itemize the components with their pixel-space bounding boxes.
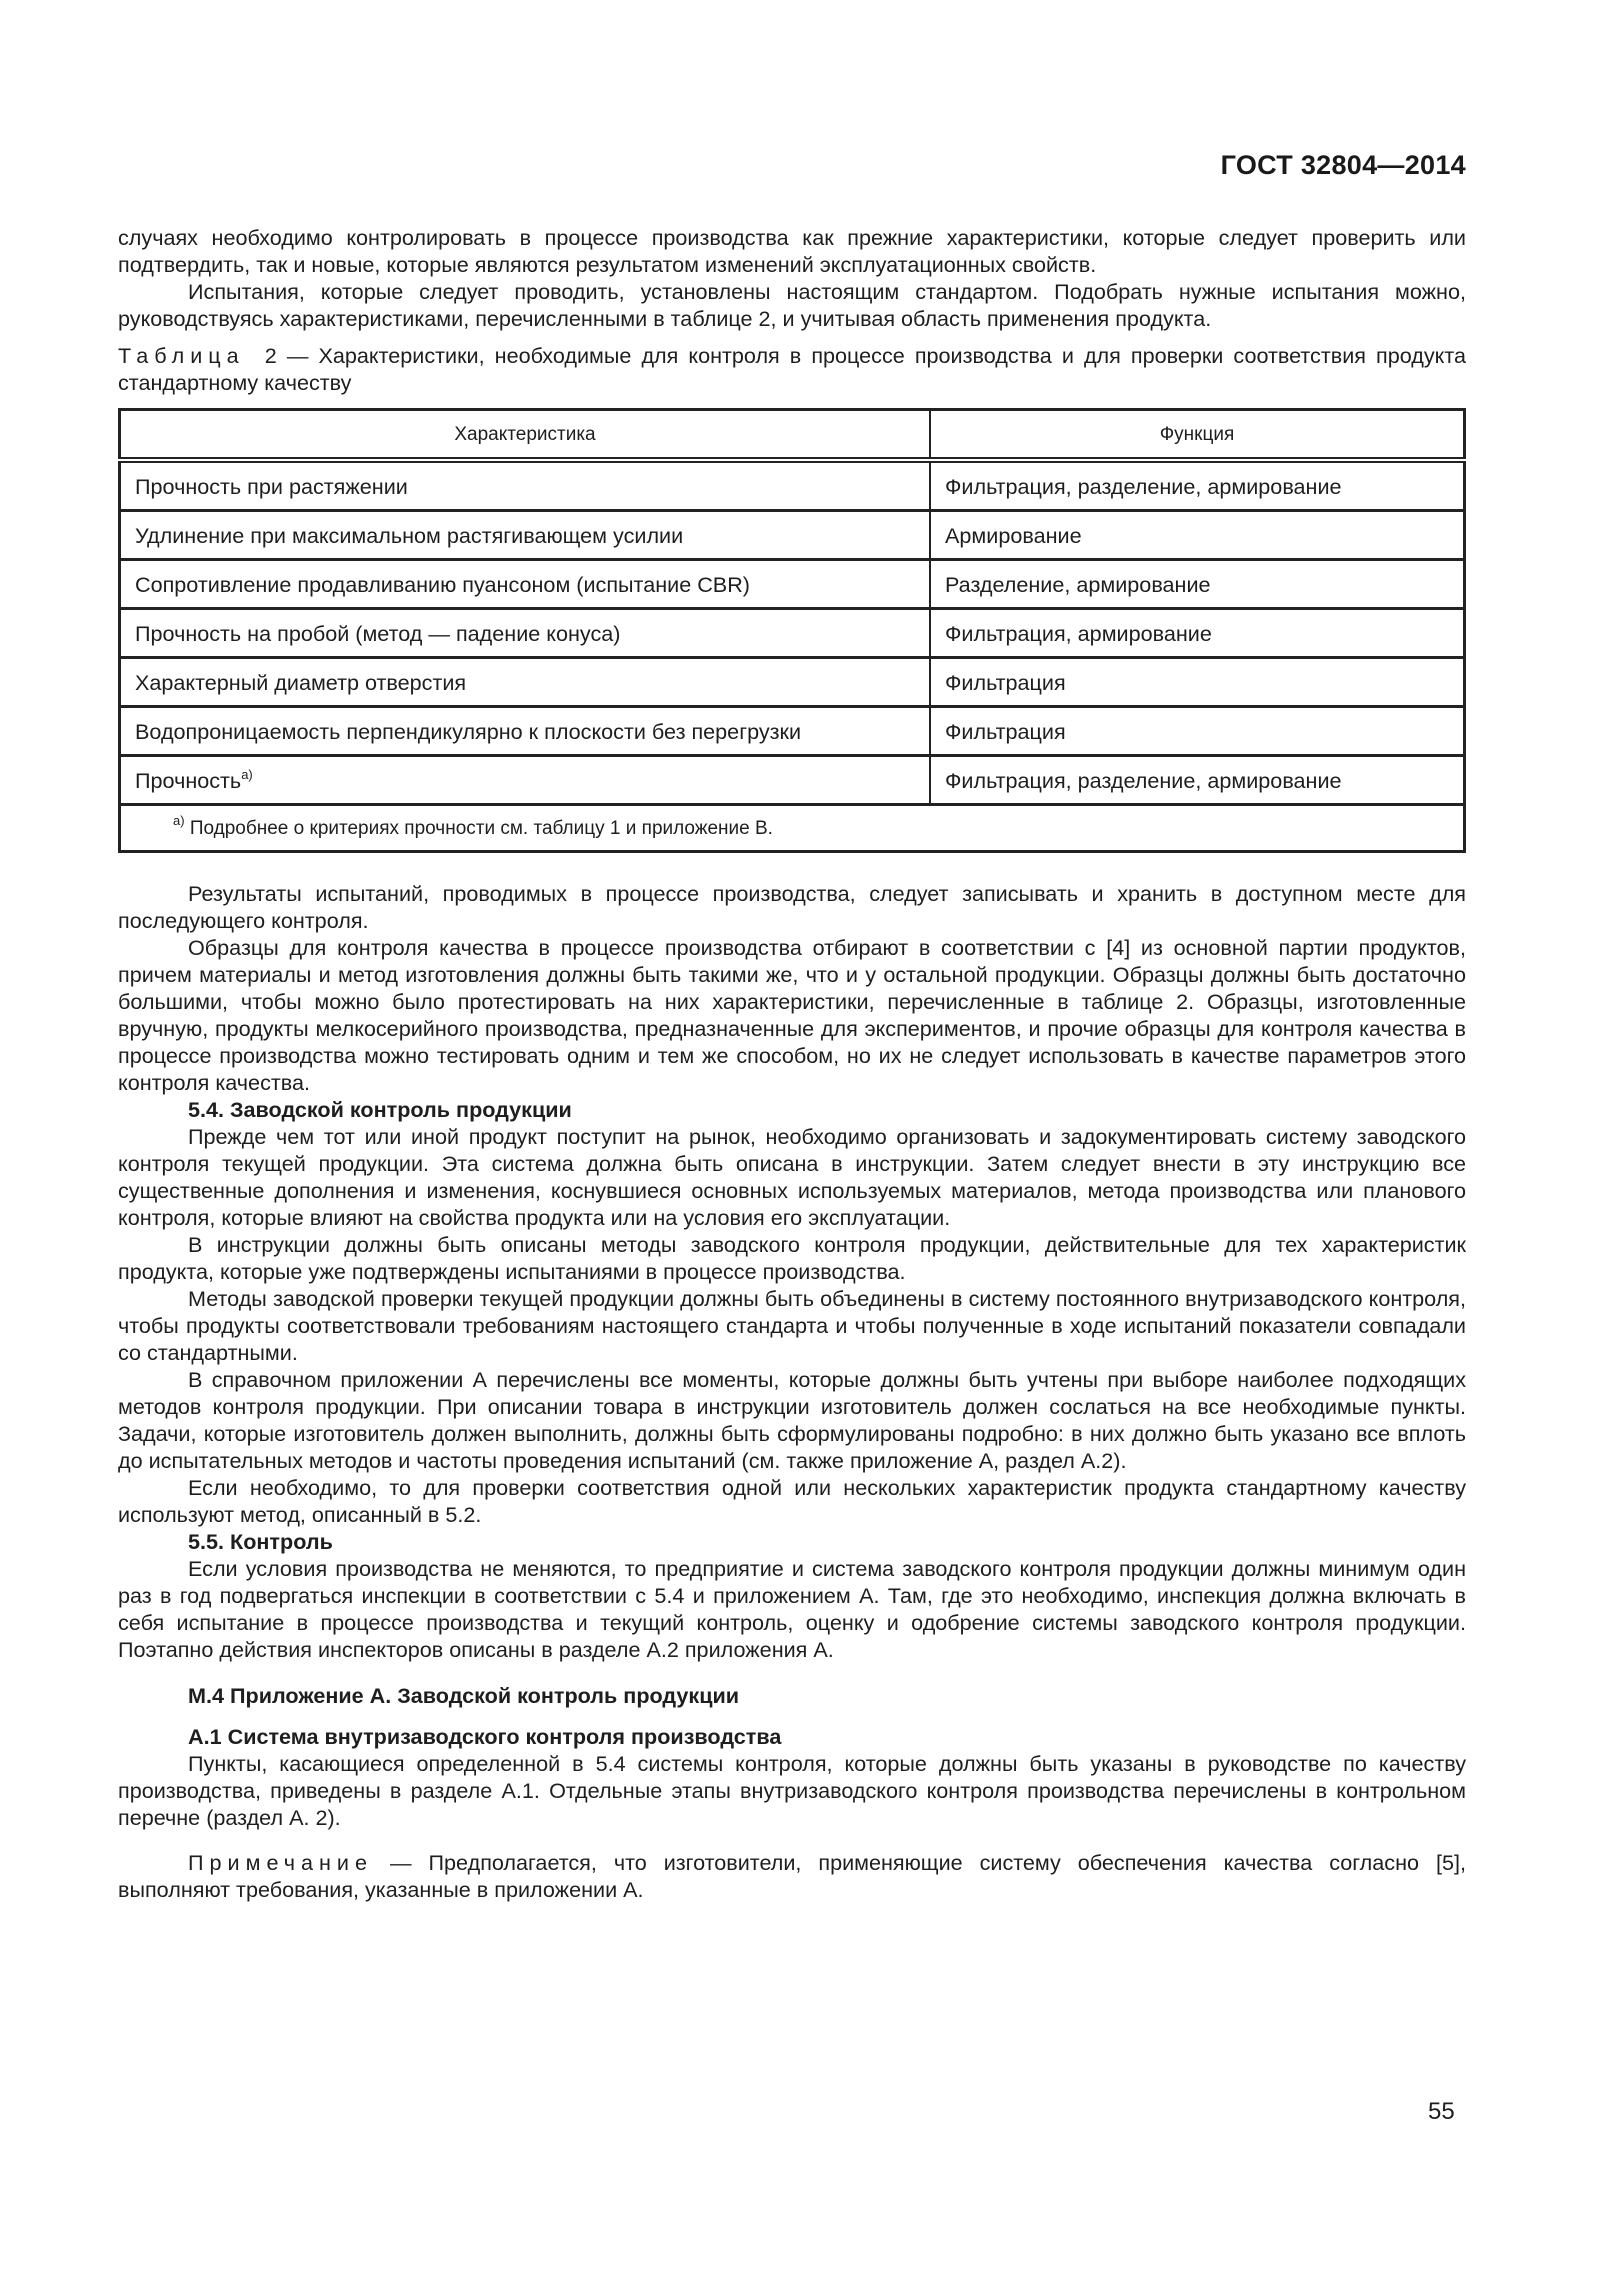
section-heading-5-5: 5.5. Контроль	[188, 1529, 333, 1554]
section-heading-5-4: 5.4. Заводской контроль продукции	[188, 1097, 572, 1122]
cell-function: Фильтрация, разделение, армирование	[930, 756, 1465, 805]
paragraph: случаях необходимо контролировать в процессе производства как прежние характеристики, которые следует проверить или подтвердить, так и новые, которые являются результатом изменений эксплуатационных свойств.	[118, 225, 1466, 277]
characteristics-table	[118, 408, 1466, 853]
cell-function: Фильтрация, армирование	[930, 609, 1465, 658]
column-header-characteristic: Характеристика	[120, 410, 931, 461]
table-row	[120, 460, 1465, 511]
cell-characteristic: Прочность при растяжении	[120, 460, 931, 511]
section-heading-a1: А.1 Система внутризаводского контроля производства	[188, 1724, 782, 1749]
table-footnote	[120, 805, 1465, 852]
paragraph: Методы заводской проверки текущей продукции должны быть объединены в систему постоянного внутризаводского контроля, чтобы продукты соответствовали требованиям настоящего стандарта и чтобы полученные в ходе испытаний показатели совпадали со стандартными.	[118, 1286, 1466, 1365]
note	[118, 1849, 1466, 1903]
cell-function: Фильтрация	[930, 707, 1465, 756]
paragraph: Если необходимо, то для проверки соответствия одной или нескольких характеристик продукта стандартному качеству используют метод, описанный в 5.2.	[118, 1475, 1466, 1527]
table-header-row	[120, 410, 1465, 461]
table-row	[120, 609, 1465, 658]
footnote-ref: а)	[241, 766, 253, 782]
table-row	[120, 756, 1465, 805]
note-label: Примечание	[188, 1850, 373, 1875]
paragraph: Образцы для контроля качества в процессе производства отбирают в соответствии с [4] из основной партии продуктов, причем материалы и метод изготовления должны быть такими же, что и у остальной продукции. Образцы должны быть достаточно большими, чтобы можно было протестировать на них характеристики, перечисленные в таблице 2. Образцы, изготовленные вручную, продукты мелкосерийного производства, предназначенные для экспериментов, и прочие образцы для контроля качества в процессе производства можно тестировать одним и тем же способом, но их не следует использовать в качестве параметров этого контроля качества.	[118, 935, 1466, 1095]
cell-characteristic-text: Прочность	[135, 767, 242, 793]
footnote-marker: а)	[173, 812, 185, 828]
table-row	[120, 511, 1465, 560]
paragraph: Если условия производства не меняются, то предприятие и система заводского контроля продукции должны минимум один раз в год подвергаться инспекции в соответствии с 5.4 и приложением А. Там, где это необходимо, инспекция должна включать в себя испытание в процессе производства и текущий контроль, оценку и одобрение системы заводского контроля продукции. Поэтапно действия инспекторов описаны в разделе А.2 приложения А.	[118, 1556, 1466, 1662]
page-number: 55	[1428, 2098, 1455, 2125]
table-caption-number: 2	[264, 343, 277, 368]
paragraph: Испытания, которые следует проводить, установлены настоящим стандартом. Подобрать нужные испытания можно, руководствуясь характеристиками, перечисленными в таблице 2, и учитывая область применения продукта.	[118, 279, 1466, 331]
body-after-table	[118, 880, 1466, 1903]
paragraph: Пункты, касающиеся определенной в 5.4 системы контроля, которые должны быть указаны в руководстве по качеству производства, приведены в разделе А.1. Отдельные этапы внутризаводского контроля производства перечислены в контрольном перечне (раздел А. 2).	[118, 1751, 1466, 1830]
column-header-function: Функция	[930, 410, 1465, 461]
cell-function: Армирование	[930, 511, 1465, 560]
cell-function: Фильтрация	[930, 658, 1465, 707]
cell-function: Разделение, армирование	[930, 560, 1465, 609]
table-row	[120, 658, 1465, 707]
table-row	[120, 707, 1465, 756]
table-row	[120, 560, 1465, 609]
note-text: — Предполагается, что изготовители, применяющие систему обеспечения качества согласно [5], выполняют требования, указанные в приложении А.	[118, 1850, 1466, 1902]
cell-characteristic: Водопроницаемость перпендикулярно к плоскости без перегрузки	[120, 707, 931, 756]
paragraph: Результаты испытаний, проводимых в процессе производства, следует записывать и хранить в доступном месте для последующего контроля.	[118, 881, 1466, 933]
paragraph: В инструкции должны быть описаны методы заводского контроля продукции, действительные для тех характеристик продукта, которые уже подтверждены испытаниями в процессе производства.	[118, 1232, 1466, 1284]
table-caption-text: — Характеристики, необходимые для контроля в процессе производства и для проверки соответствия продукта стандартному качеству	[118, 343, 1467, 395]
section-heading-m4: М.4 Приложение А. Заводской контроль продукции	[188, 1683, 740, 1708]
paragraph: В справочном приложении А перечислены все моменты, которые должны быть учтены при выборе наиболее подходящих методов контроля продукции. При описании товара в инструкции изготовитель должен сослаться на все необходимые пункты. Задачи, которые изготовитель должен выполнить, должны быть сформулированы подробно: в них должно быть указано все вплоть до испытательных методов и частоты проведения испытаний (см. также приложение А, раздел А.2).	[118, 1367, 1466, 1473]
page-content	[118, 224, 1466, 1903]
cell-function: Фильтрация, разделение, армирование	[930, 460, 1465, 511]
cell-characteristic: Характерный диаметр отверстия	[120, 658, 931, 707]
table-footnote-row	[120, 805, 1465, 852]
footnote-text: Подробнее о критериях прочности см. таблицу 1 и приложение В.	[189, 817, 773, 839]
paragraph: Прежде чем тот или иной продукт поступит на рынок, необходимо организовать и задокументировать систему заводского контроля текущей продукции. Эта система должна быть описана в инструкции. Затем следует внести в эту инструкцию все существенные дополнения и изменения, коснувшиеся основных используемых материалов, метода производства или планового контроля, которые влияют на свойства продукта или на условия его эксплуатации.	[118, 1124, 1466, 1230]
cell-characteristic: Сопротивление продавливанию пуансоном (испытание CBR)	[120, 560, 931, 609]
table-caption-label: Таблица	[118, 343, 245, 368]
document-designation: ГОСТ 32804—2014	[1220, 150, 1466, 180]
cell-characteristic: Прочность на пробой (метод — падение конуса)	[120, 609, 931, 658]
cell-characteristic: Удлинение при максимальном растягивающем усилии	[120, 511, 931, 560]
table-caption	[118, 342, 1466, 396]
cell-characteristic	[120, 756, 931, 805]
